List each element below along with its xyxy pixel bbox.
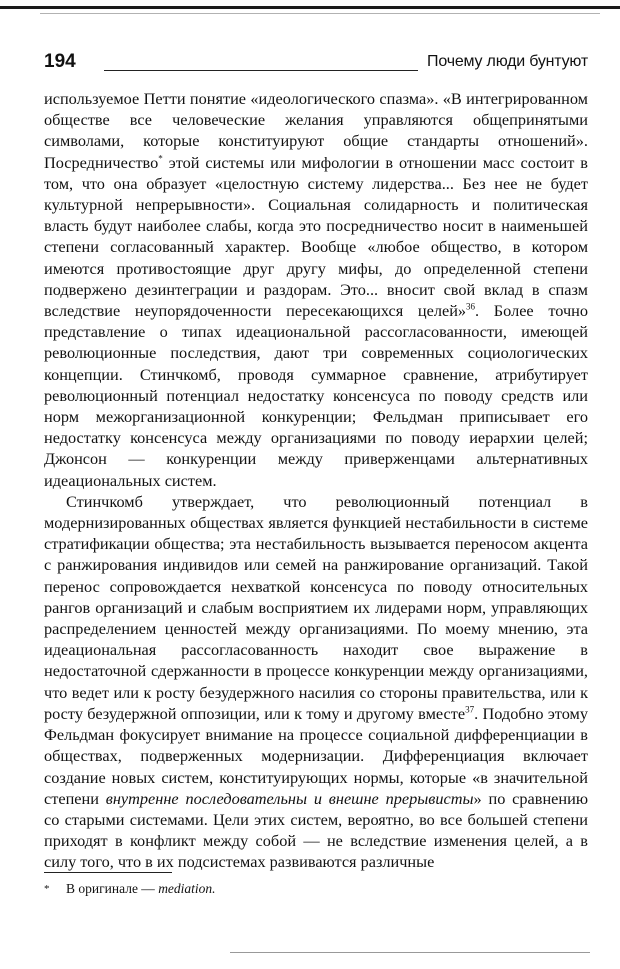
footnote-asterisk: * [44, 883, 50, 895]
paragraph-1-part-3: . Более точно представление о типах идеациональной рассогласованности, имеющей революционные последствия, дают три современных социологических концепции. Стинчкомб, проводя суммарное сравнение, атрибутирует революционный потенциал недостатку консенсуса по поводу средств или норм межорганизационной конкуренции; Фельдман приписывает его недостатку консенсуса между организациями по поводу иерархии целей; Джонсон — конкуренции между приверженцами альтернативных идеациональных систем. [44, 301, 588, 490]
footnote-emphasis: mediation. [158, 881, 216, 896]
running-title: Почему люди бунтуют [427, 53, 588, 70]
top-edge-rule [0, 6, 620, 9]
reference-37: 37 [465, 704, 475, 715]
paragraph-1-part-1: используемое Петти понятие «идеологического спазма». «В интегрированном обществе все человеческие желания управляются общепринятыми символами, которые конституируют общие стандарты отношений». Посредничество [44, 89, 588, 172]
body-text [44, 88, 588, 873]
footnote-rule [44, 872, 172, 873]
reference-36: 36 [466, 301, 476, 312]
paragraph-2 [44, 491, 588, 873]
paragraph-2-part-2: . Подобно этому Фельдман фокусирует внимание на процессе социальной дифференциации в обществах, подверженных модернизации. Дифференциация включает создание новых систем, конституирующих нормы, которые «в значительной степени [44, 703, 588, 808]
running-header [44, 50, 588, 76]
paragraph-2-part-3: » по сравнению со старыми системами. Цели этих систем, вероятно, во все большей степени приходят в конфликт между собой — не вследствие изменения целей, а в силу того, что в их подсистемах развиваются различные [44, 788, 588, 872]
paragraph-1-part-2: этой системы или мифологии в отношении масс состоит в том, что она образует «целостную систему лидерства... Без нее не будет культурной непрерывности». Социальная солидарность и политическая власть будут наиболее слабы, когда это посредничество носит в наименьшей степени согласованный характер. Вообще «любое общество, в котором имеются противостоящие друг другу мифы, до определенной степени подвержено дезинтеграции и раздорам. Это... вносит свой вклад в спазм вследствие неупорядоченности пересекающихся целей» [44, 152, 588, 321]
paragraph-2-part-1: Стинчкомб утверждает, что революционный потенциал в модернизированных обществах является функцией нестабильности в системе стратификации общества; эта нестабильность вызывается переносом акцента с ранжирования индивидов или семей на ранжирование организаций. Такой перенос сопровождается нехваткой консенсуса по поводу относительных рангов организаций и слабым восприятием их лидерами норм, управляющих распределением ценностей между организациями. По моему мнению, эта идеациональная рассогласованность находит свое выражение в недостаточной сдержанности в процессе конкуренции между организациями, что ведет или к росту безудержного насилия со стороны правительства, или к росту безудержной оппозиции, или к тому и другому вместе [44, 491, 588, 723]
header-rule [104, 70, 418, 71]
top-edge-rule-thin [40, 13, 600, 14]
page-number: 194 [44, 51, 76, 72]
paragraph-2-emphasis: внутренне последовательны и внешне прерывисты [105, 788, 474, 808]
bottom-edge-rule [230, 952, 590, 953]
footnote-text: В оригинале — [66, 881, 159, 896]
paragraph-1 [44, 88, 588, 491]
footnote [44, 880, 588, 898]
footnote-marker: * [158, 153, 163, 164]
